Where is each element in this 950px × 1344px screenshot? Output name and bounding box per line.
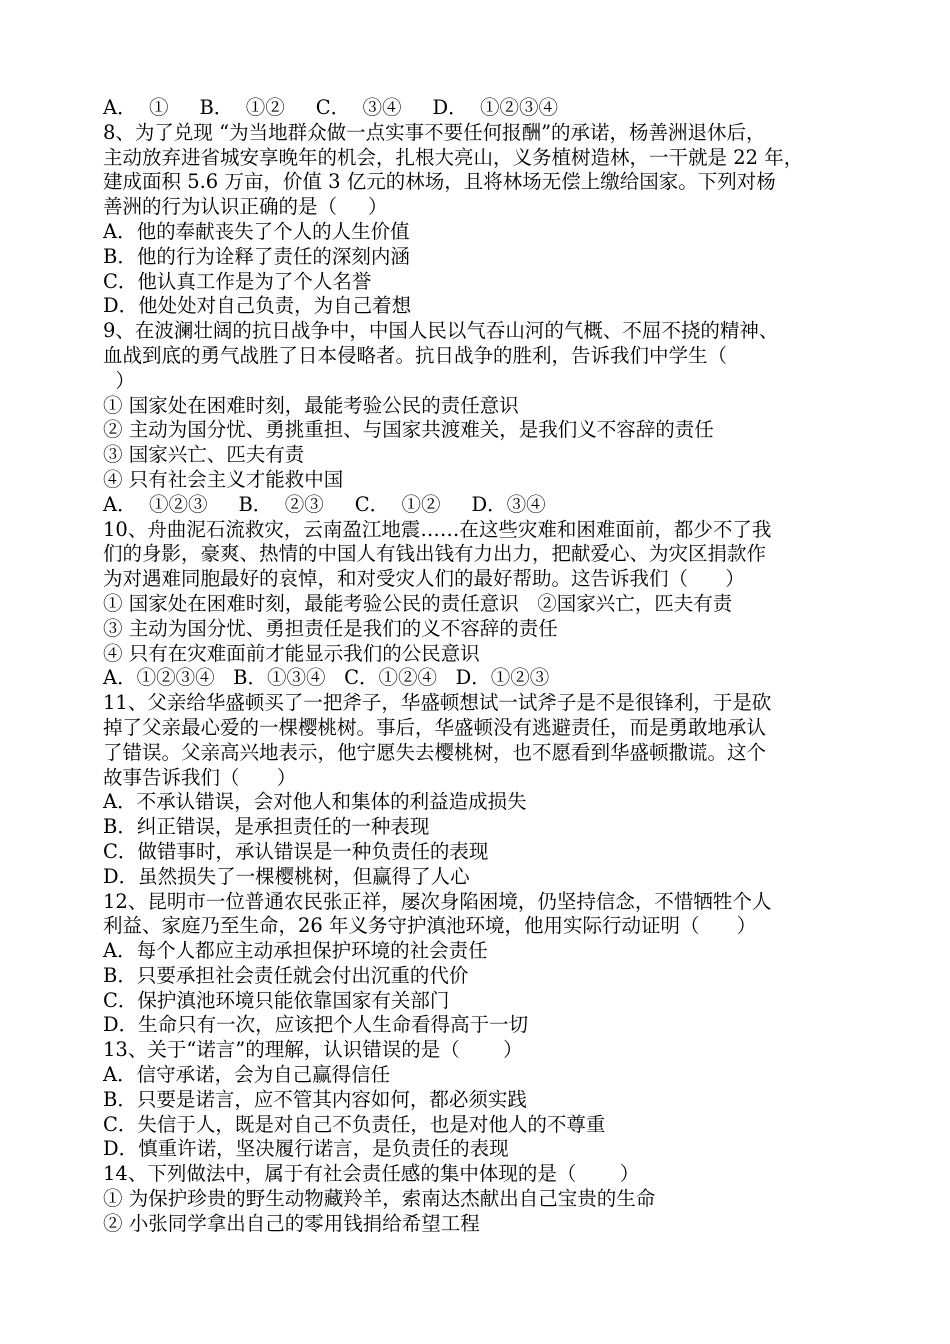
q12-stem: 利益、家庭乃至生命，26 年义务守护滇池环境，他用实际行动证明（ ）	[103, 914, 757, 938]
q10-statement-3: ③ 主动为国分忧、勇担责任是我们的义不容辞的责任	[103, 616, 558, 640]
q14-stem: 14、下列做法中，属于有社会责任感的集中体现的是（ ）	[103, 1162, 640, 1186]
q9-stem: ）	[103, 368, 135, 392]
q12-option-b: B．只要承担社会责任就会付出沉重的代价	[103, 963, 469, 987]
q9-options: A． ①②③ B． ②③ C． ①② D．③④	[103, 492, 546, 516]
q11-option-c: C．做错事时，承认错误是一种负责任的表现	[103, 839, 489, 863]
q9-statement-1: ① 国家处在困难时刻，最能考验公民的责任意识	[103, 393, 519, 417]
q9-statement-2: ② 主动为国分忧、勇挑重担、与国家共渡难关，是我们义不容辞的责任	[103, 418, 714, 442]
q11-stem: 11、父亲给华盛顿买了一把斧子，华盛顿想试一试斧子是不是很锋利，于是砍	[103, 691, 772, 715]
q8-stem: 主动放弃进省城安享晚年的机会，扎根大亮山，义务植树造林，一干就是 22 年，	[103, 145, 804, 169]
q10-options: A．①②③④ B．①③④ C．①②④ D．①②③	[103, 666, 550, 690]
q11-stem: 了错误。父亲高兴地表示，他宁愿失去樱桃树，也不愿看到华盛顿撒谎。这个	[103, 740, 767, 764]
q10-statement-1-2: ① 国家处在困难时刻，最能考验公民的责任意识 ②国家兴亡，匹夫有责	[103, 591, 733, 615]
q12-option-a: A．每个人都应主动承担保护环境的社会责任	[103, 939, 488, 963]
q10-stem: 们的身影，豪爽、热情的中国人有钱出钱有力出力，把献爱心、为灾区捐款作	[103, 542, 767, 566]
q8-option-b: B．他的行为诠释了责任的深刻内涵	[103, 244, 410, 268]
q11-stem: 掉了父亲最心爱的一棵樱桃树。事后，华盛顿没有逃避责任，而是勇敢地承认	[103, 715, 767, 739]
q11-stem: 故事告诉我们（ ）	[103, 765, 297, 789]
q10-stem: 10、舟曲泥石流救灾，云南盈江地震……在这些灾难和困难面前，都少不了我	[103, 517, 772, 541]
q8-stem: 建成面积 5.6 万亩，价值 3 亿元的林场，且将林场无偿上缴给国家。下列对杨	[103, 170, 776, 194]
q13-stem: 13、关于“诺言”的理解，认识错误的是（ ）	[103, 1038, 523, 1062]
q11-option-d: D．虽然损失了一棵樱桃树，但赢得了人心	[103, 864, 470, 888]
q13-option-c: C．失信于人，既是对自己不负责任，也是对他人的不尊重	[103, 1112, 606, 1136]
q12-stem: 12、昆明市一位普通农民张正祥，屡次身陷困境，仍坚持信念，不惜牺牲个人	[103, 889, 772, 913]
q8-option-a: A．他的奉献丧失了个人的人生价值	[103, 219, 410, 243]
q8-stem: 8、为了兑现 “为当地群众做一点实事不要任何报酬”的承诺，杨善洲退休后，	[103, 120, 766, 144]
q9-statement-3: ③ 国家兴亡、匹夫有责	[103, 443, 305, 467]
q7-options: A． ① B． ①② C． ③④ D． ①②③④	[103, 96, 559, 119]
q11-option-b: B．纠正错误，是承担责任的一种表现	[103, 815, 430, 839]
q13-option-d: D．慎重许诺，坚决履行诺言，是负责任的表现	[103, 1137, 509, 1161]
q9-stem: 血战到底的勇气战胜了日本侵略者。抗日战争的胜利，告诉我们中学生（	[103, 343, 728, 367]
q8-option-d: D．他处处对自己负责，为自己着想	[103, 294, 412, 318]
q12-option-d: D．生命只有一次，应该把个人生命看得高于一切	[103, 1013, 529, 1037]
q12-option-c: C．保护滇池环境只能依靠国家有关部门	[103, 988, 450, 1012]
q13-option-a: A．信守承诺，会为自己赢得信任	[103, 1063, 391, 1087]
q14-statement-2: ② 小张同学拿出自己的零用钱捐给希望工程	[103, 1211, 480, 1235]
q14-statement-1: ① 为保护珍贵的野生动物藏羚羊，索南达杰献出自己宝贵的生命	[103, 1187, 656, 1211]
q9-stem: 9、在波澜壮阔的抗日战争中，中国人民以气吞山河的气概、不屈不挠的精神、	[103, 319, 779, 343]
q10-statement-4: ④ 只有在灾难面前才能显示我们的公民意识	[103, 641, 480, 665]
q13-option-b: B．只要是诺言，应不管其内容如何，都必须实践	[103, 1087, 527, 1111]
q11-option-a: A．不承认错误，会对他人和集体的利益造成损失	[103, 790, 527, 814]
q8-option-c: C．他认真工作是为了个人名誉	[103, 269, 372, 293]
q9-statement-4: ④ 只有社会主义才能救中国	[103, 467, 344, 491]
q10-stem: 为对遇难同胞最好的哀悼，和对受灾人们的最好帮助。这告诉我们（ ）	[103, 567, 745, 591]
q8-stem: 善洲的行为认识正确的是（ ）	[103, 195, 388, 219]
exam-page	[103, 96, 863, 1237]
